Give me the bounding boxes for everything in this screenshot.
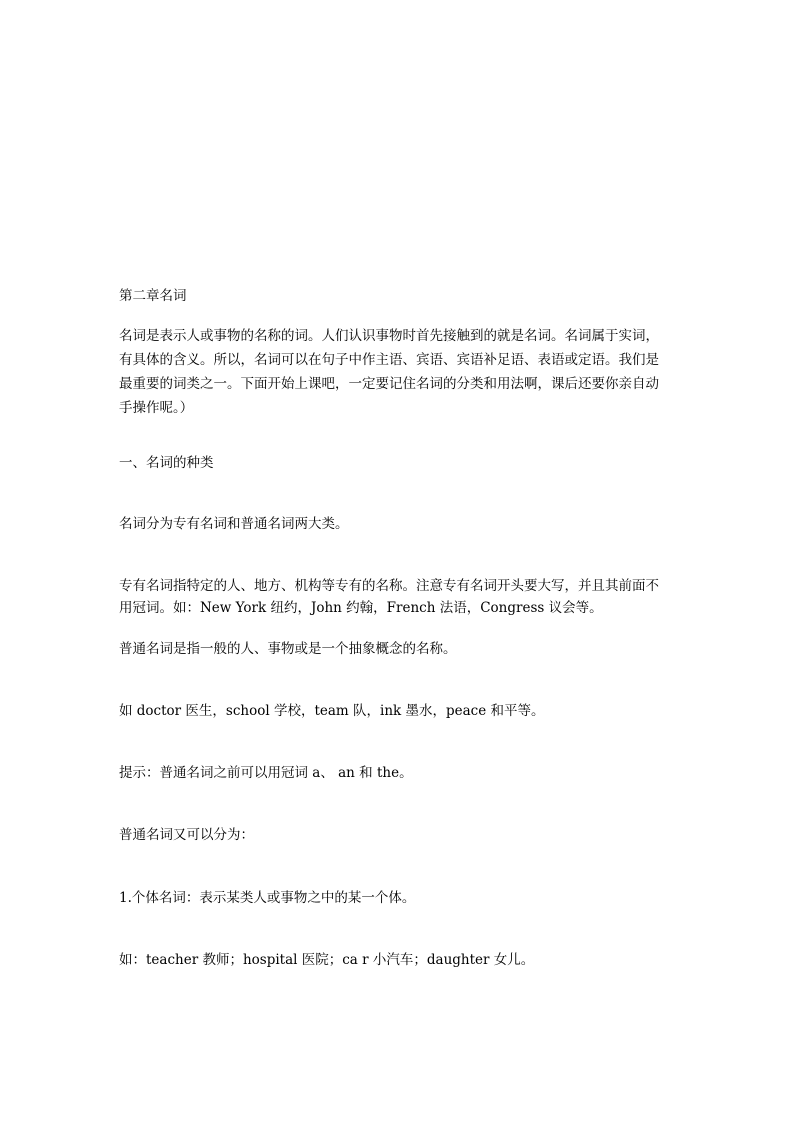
intro-line: 有具体的含义。所以，名词可以在句子中作主语、宾语、宾语补足语、表语或定语。我们是 bbox=[119, 352, 659, 368]
tip-text: 提示：普通名词之前可以用冠词 a、 an 和 the。 bbox=[119, 765, 413, 781]
common-noun-examples: 如 doctor 医生，school 学校，team 队，ink 墨水，peace 和平等。 bbox=[119, 703, 545, 719]
intro-line: 手操作呢。） bbox=[119, 400, 194, 416]
individual-noun-examples: 如：teacher 教师；hospital 医院；ca r 小汽车；daughter 女儿。 bbox=[119, 952, 535, 968]
intro-line: 最重要的词类之一。下面开始上课吧，一定要记住名词的分类和用法啊，课后还要你亲自动 bbox=[119, 376, 659, 392]
intro-paragraph bbox=[119, 328, 679, 424]
subdivision-text: 普通名词又可以分为： bbox=[119, 827, 254, 843]
individual-noun-definition: 1.个体名词：表示某类人或事物之中的某一个体。 bbox=[119, 890, 416, 906]
proper-noun-paragraph bbox=[119, 578, 679, 622]
common-noun-definition: 普通名词是指一般的人、事物或是一个抽象概念的名称。 bbox=[119, 641, 457, 657]
section-heading: 一、名词的种类 bbox=[119, 455, 214, 471]
proper-noun-line: 专有名词指特定的人、地方、机构等专有的名称。注意专有名词开头要大写，并且其前面不 bbox=[119, 578, 659, 594]
classification-text: 名词分为专有名词和普通名词两大类。 bbox=[119, 516, 349, 532]
proper-noun-line: 用冠词。如：New York 纽约，John 约翰，French 法语，Congress 议会等。 bbox=[119, 600, 603, 616]
chapter-title: 第二章名词 bbox=[119, 288, 187, 304]
intro-line: 名词是表示人或事物的名称的词。人们认识事物时首先接触到的就是名词。名词属于实词， bbox=[119, 328, 659, 344]
